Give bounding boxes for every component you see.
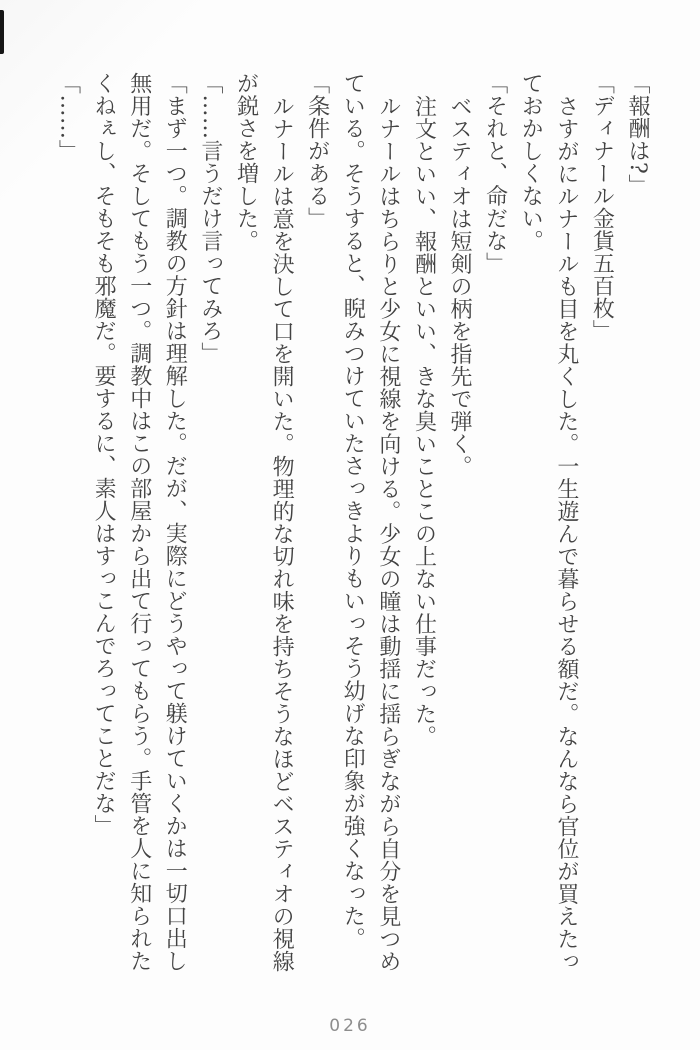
text-column-5: 「それと、命だな」 [482,72,508,275]
text-column-3: さすがにルナールも目を丸くした。一生遊んで暮らせる額だ。なんなら官位が買えたっ [553,94,579,972]
scan-edge-artifact [0,10,4,54]
text-column-1: 「報酬は?」 [625,72,650,197]
text-column-13: 「……言うだけ言ってみろ」 [197,72,223,365]
page-number: 026 [329,1016,371,1036]
text-column-12: が鋭さを増した。 [233,72,259,252]
text-column-15: 無用だ。そしてもう一つ。調教中はこの部屋から出て行ってもらう。手管を人に知られた [126,72,152,972]
text-column-10: 「条件がある」 [304,72,330,230]
text-column-16: くねぇし、そもそも邪魔だ。要するに、素人はすっこんでろってことだな」 [91,72,117,837]
text-column-6: ベスティオは短剣の柄を指先で弾く。 [447,94,473,477]
text-column-11: ルナールは意を決して口を開いた。物理的な切れ味を持ちそうなほどベスティオの視線 [269,94,295,972]
text-column-2: 「ディナール金貨五百枚」 [589,72,615,342]
text-column-14: 「まず一つ。調教の方針は理解した。だが、実際にどうやって躾けていくかは一切口出し [162,72,188,972]
text-column-17: 「……」 [55,72,81,162]
vertical-text-block [50,72,655,974]
text-column-7: 注文といい、報酬といい、きな臭いことこの上ない仕事だった。 [411,94,437,747]
text-column-4: ておかしくない。 [518,72,544,252]
text-column-8: ルナールはちらりと少女に視線を向ける。少女の瞳は動揺に揺らぎながら自分を見つめ [375,94,401,972]
text-column-9: ている。そうすると、睨みつけていたさっきよりもいっそう幼げな印象が強くなった。 [340,72,366,950]
